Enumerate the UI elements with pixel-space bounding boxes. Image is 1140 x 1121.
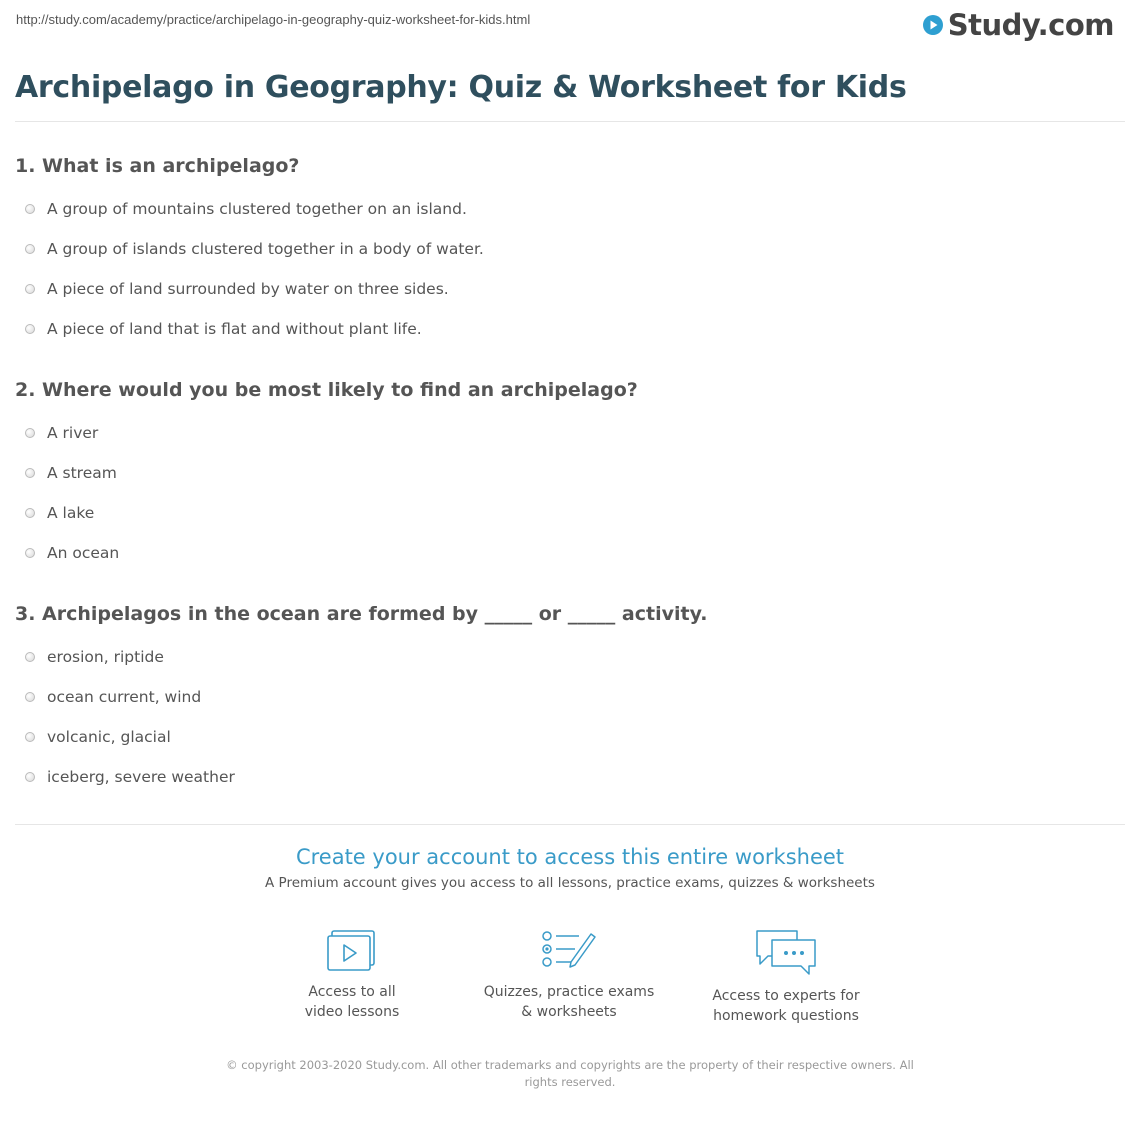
- radio-button[interactable]: [25, 244, 35, 254]
- radio-button[interactable]: [25, 468, 35, 478]
- answer-text: An ocean: [47, 544, 120, 562]
- feature-label: Quizzes, practice exams & worksheets: [483, 984, 655, 1020]
- copyright-notice: © copyright 2003-2020 Study.com. All other trademarks and copyrights are the property of their respective owners. All rights reserved.: [226, 1058, 914, 1089]
- feature-label: Access to experts for homework questions: [712, 988, 860, 1024]
- radio-button[interactable]: [25, 652, 35, 662]
- page-url: http://study.com/academy/practice/archipelago-in-geography-quiz-worksheet-for-kids.html: [16, 12, 531, 27]
- page-title: Archipelago in Geography: Quiz & Worksheet for Kids: [15, 70, 907, 105]
- answer-option[interactable]: [15, 493, 1115, 533]
- feature-video-lessons: [252, 928, 452, 1022]
- question-text: 3. Archipelagos in the ocean are formed by _____ or _____ activity.: [15, 603, 708, 625]
- answer-option[interactable]: [15, 189, 1115, 229]
- answer-text: A piece of land that is flat and without plant life.: [47, 320, 422, 338]
- question-1: [15, 155, 1115, 349]
- quiz-checklist-icon: [541, 928, 597, 974]
- answer-text: iceberg, severe weather: [47, 768, 235, 786]
- radio-button[interactable]: [25, 324, 35, 334]
- feature-label: Access to all video lessons: [304, 984, 400, 1020]
- radio-button[interactable]: [25, 284, 35, 294]
- answer-option[interactable]: [15, 533, 1115, 573]
- answer-text: A river: [47, 424, 99, 442]
- chat-bubbles-icon: [754, 928, 818, 978]
- radio-button[interactable]: [25, 428, 35, 438]
- radio-button[interactable]: [25, 692, 35, 702]
- answer-option[interactable]: [15, 757, 1115, 797]
- question-text: 1. What is an archipelago?: [15, 155, 300, 177]
- play-circle-logo-icon: [922, 14, 944, 36]
- answer-option[interactable]: [15, 229, 1115, 269]
- logo-text: Study.com: [947, 8, 1114, 42]
- feature-experts: [686, 928, 886, 1026]
- radio-button[interactable]: [25, 732, 35, 742]
- answer-option[interactable]: [15, 309, 1115, 349]
- video-lessons-icon: [326, 928, 378, 974]
- answer-text: A group of mountains clustered together on an island.: [47, 200, 467, 218]
- answer-option[interactable]: [15, 269, 1115, 309]
- study-logo[interactable]: [922, 8, 1114, 42]
- answer-text: A stream: [47, 464, 117, 482]
- cta-subtitle: A Premium account gives you access to all lessons, practice exams, quizzes & worksheets: [265, 875, 875, 891]
- feature-quizzes: [469, 928, 669, 1022]
- radio-button[interactable]: [25, 772, 35, 782]
- signup-cta: [0, 845, 1140, 891]
- answer-option[interactable]: [15, 717, 1115, 757]
- create-account-link[interactable]: Create your account to access this entire worksheet: [295, 845, 845, 869]
- question-2: [15, 379, 1115, 573]
- answer-text: A group of islands clustered together in a body of water.: [47, 240, 484, 258]
- answer-option[interactable]: [15, 453, 1115, 493]
- answer-option[interactable]: [15, 413, 1115, 453]
- question-3: [15, 603, 1115, 797]
- answer-option[interactable]: [15, 677, 1115, 717]
- divider: [15, 121, 1125, 122]
- answer-option[interactable]: [15, 637, 1115, 677]
- radio-button[interactable]: [25, 508, 35, 518]
- question-text: 2. Where would you be most likely to find an archipelago?: [15, 379, 638, 401]
- answer-text: volcanic, glacial: [47, 728, 171, 746]
- radio-button[interactable]: [25, 204, 35, 214]
- answer-text: erosion, riptide: [47, 648, 164, 666]
- radio-button[interactable]: [25, 548, 35, 558]
- answer-text: A lake: [47, 504, 95, 522]
- answer-text: A piece of land surrounded by water on three sides.: [47, 280, 449, 298]
- divider: [15, 824, 1125, 825]
- answer-text: ocean current, wind: [47, 688, 202, 706]
